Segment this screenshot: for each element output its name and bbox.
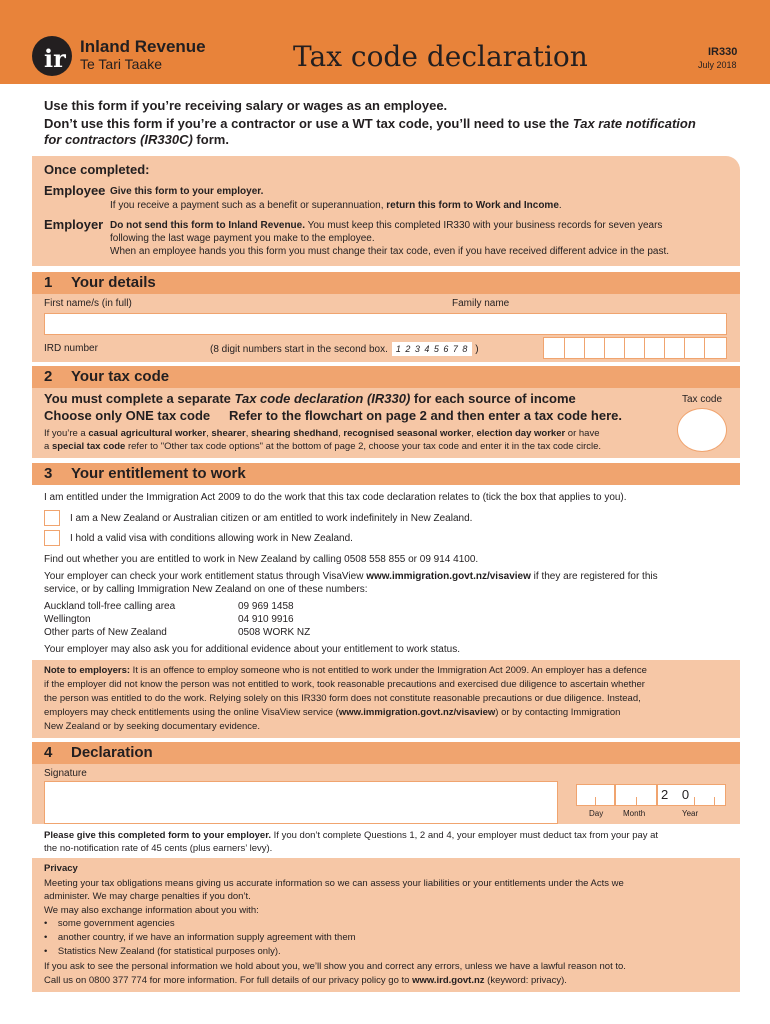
intro-line3: for contractors (IR330C) form. [44,132,229,147]
note-line-1: Note to employers: It is an offence to employ someone who is not entitled to work under the Immigration Act 2009. An employer has a defence [44,665,647,676]
employer-instruction-3: When an employee hands you this form you must change their tax code, even if you have received different advice in the past. [110,246,670,257]
give-form-line-1: Please give this completed form to your employer. If you don’t complete Questions 1, 2 and 4, your employer must deduct tax from your pay at [44,830,659,841]
entitlement-statement: I am entitled under the Immigration Act 2009 to do the work that this tax code declaration relates to (tick the box that applies to you). [44,492,627,503]
form-id: IR330 [708,46,738,58]
section-1-title: Your details [71,274,156,291]
phone-place-2: Wellington [44,614,91,625]
ird-number-hint: (8 digit numbers start in the second box. 1 2 3 4 5 6 7 8 ) [210,344,479,355]
privacy-heading: Privacy [44,863,78,874]
ird-example-digits: 1 2 3 4 5 6 7 8 [392,342,473,356]
org-name: Inland Revenue [80,37,206,56]
form-date: July 2018 [698,60,737,70]
once-completed-heading: Once completed: [44,162,150,177]
valid-visa-label: I hold a valid visa with conditions allowing work in New Zealand. [70,533,353,544]
section-3-number: 3 [44,465,53,482]
privacy-bullet-1: • some government agencies [44,918,175,929]
signature-input[interactable] [44,781,558,824]
employee-instruction: Give this form to your employer. [110,186,264,197]
phone-number-2: 04 910 9916 [238,614,294,625]
privacy-line-1: Meeting your tax obligations means giving us accurate information so we can assess your liabilities or your entitlements under the Acts we [44,878,624,889]
org-name-maori: Te Tari Taake [80,56,162,72]
nz-citizen-checkbox[interactable] [44,510,60,526]
phone-number-1: 09 969 1458 [238,601,294,612]
family-name-label: Family name [452,298,510,309]
year-prefix: 2 0 [661,787,695,802]
section-4-title: Declaration [71,744,153,761]
find-out-line: Find out whether you are entitled to work in New Zealand by calling 0508 558 855 or 09 914 4100. [44,554,479,565]
employer-label: Employer [44,217,104,232]
privacy-line-5: Call us on 0800 377 774 for more information. For full details of our privacy policy go to www.ird.govt.nz (keyword: privacy). [44,975,567,986]
page-title: Tax code declaration [293,40,588,73]
note-line-3: the person was entitled to do the work. Relying solely on this IR330 form does not constitute reasonable precautions or due diligence. Instead, [44,693,641,704]
special-workers-note: If you’re a casual agricultural worker, shearer, shearing shedhand, recognised seasonal worker, election day worker or have [44,428,600,439]
separate-declaration-note: You must complete a separate Tax code declaration (IR330) for each source of income [44,391,576,406]
ird-number-input[interactable] [543,337,727,359]
ird-logo-glyph: ir [44,44,66,73]
visaview-line-2: service, or by calling Immigration New Zealand on one of these numbers: [44,584,368,595]
additional-evidence-line: Your employer may also ask you for additional evidence about your entitlement to work status. [44,644,460,655]
tax-code-circle-input[interactable] [677,408,727,452]
section-2-header [32,366,740,388]
privacy-bullet-3: • Statistics New Zealand (for statistical purposes only). [44,946,281,957]
choose-one-code: Choose only ONE tax code [44,408,211,423]
section-1-number: 1 [44,274,53,291]
ird-number-label: IRD number [44,343,98,354]
intro-line2: Don’t use this form if you’re a contractor or use a WT tax code, you’ll need to use the Tax rate notification [44,116,696,131]
section-2-number: 2 [44,368,53,385]
privacy-line-3: We may also exchange information about you with: [44,905,259,916]
section-1-header [32,272,740,294]
section-4-header [32,742,740,764]
employer-instruction-2: following the last wage payment you make to the employee. [110,233,375,244]
signature-label: Signature [44,768,87,779]
refer-flowchart: Refer to the flowchart on page 2 and then enter a tax code here. [229,408,622,423]
visaview-line: Your employer can check your work entitlement status through VisaView www.immigration.govt.nz/visaview if they are registered for this [44,571,658,582]
phone-place-1: Auckland toll-free calling area [44,601,176,612]
privacy-bullet-2: • another country, if we have an information supply agreement with them [44,932,356,943]
special-tax-code-note: a special tax code refer to "Other tax code options" at the bottom of page 2, choose your tax code and enter it in the tax code circle. [44,441,602,452]
note-line-4: employers may check entitlements using the online VisaView service (www.immigration.govt.nz/visaview) or by contacting Immigration [44,707,621,718]
date-input[interactable] [576,784,726,806]
note-line-2: if the employer did not know the person was not entitled to work, took reasonable precautions and exercised due diligence to ascertain whether [44,679,645,690]
phone-place-3: Other parts of New Zealand [44,627,167,638]
intro-line1: Use this form if you’re receiving salary or wages as an employee. [44,98,448,113]
employee-label: Employee [44,183,106,198]
section-2-title: Your tax code [71,368,170,385]
nz-citizen-label: I am a New Zealand or Australian citizen or am entitled to work indefinitely in New Zealand. [70,513,473,524]
section-4-number: 4 [44,744,53,761]
employee-benefit-note: If you receive a payment such as a benefit or superannuation, return this form to Work and Income. [110,200,562,211]
give-form-line-2: the no-notification rate of 45 cents (plus earners’ levy). [44,843,273,854]
day-label: Day [589,809,604,818]
phone-number-3: 0508 WORK NZ [238,627,311,638]
month-label: Month [623,809,646,818]
valid-visa-checkbox[interactable] [44,530,60,546]
section-3-title: Your entitlement to work [71,465,246,482]
tax-code-label: Tax code [682,394,723,405]
note-line-5: New Zealand or by seeking documentary evidence. [44,721,260,732]
employer-instruction-1: Do not send this form to Inland Revenue. You must keep this completed IR330 with your business records for seven years [110,220,663,231]
first-names-label: First name/s (in full) [44,298,132,309]
privacy-line-2: administer. We may charge penalties if you don’t. [44,891,251,902]
year-label: Year [682,809,699,818]
privacy-line-4: If you ask to see the personal information we hold about you, we’ll show you and correct any errors, unless we have a lawful reason not to. [44,961,626,972]
full-name-input[interactable] [44,313,727,335]
section-3-header [32,463,740,485]
